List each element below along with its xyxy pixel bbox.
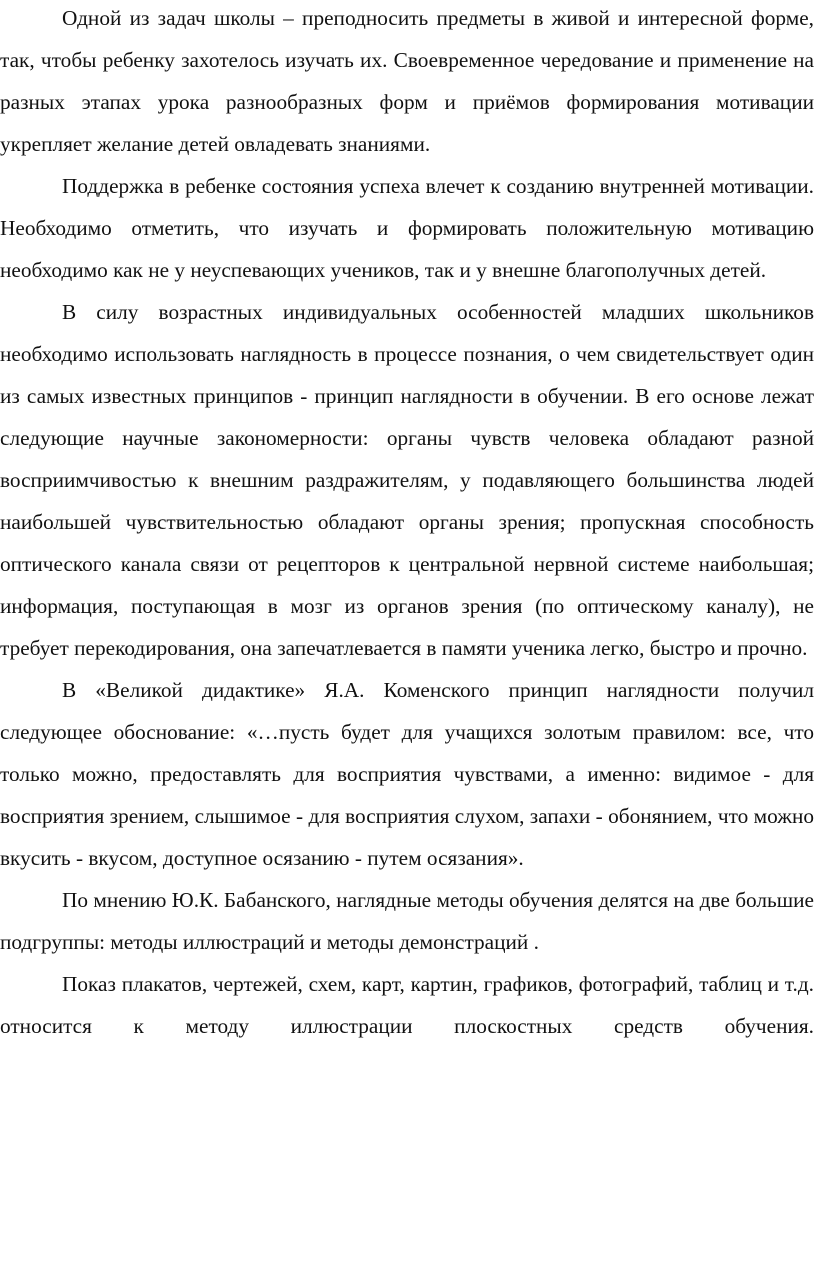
paragraph-school-tasks: Одной из задач школы – преподносить предметы в живой и интересной форме, так, чтобы ребенку захотелось изучать их. Своевременное чередование и применение на разных этапах урока разнообразных форм и приёмов формирования мотивации укрепляет желание детей овладевать знаниями. bbox=[0, 6, 814, 156]
paragraph-success-motivation: Поддержка в ребенке состояния успеха влечет к созданию внутренней мотивации. Необходимо отметить, что изучать и формировать положительную мотивацию необходимо как не у неуспевающих учеников, так и у внешне благополучных детей. bbox=[0, 174, 814, 282]
paragraph-illustration-method: Показ плакатов, чертежей, схем, карт, картин, графиков, фотографий, таблиц и т.д. относится к методу иллюстрации плоскостных средств обучения. bbox=[0, 972, 814, 1038]
paragraph-visual-principle: В силу возрастных индивидуальных особенностей младших школьников необходимо использовать наглядность в процессе познания, о чем свидетельствует один из самых известных принципов - принцип наглядности в обучении. В его основе лежат следующие научные закономерности: органы чувств человека обладают разной восприимчивостью к внешним раздражителям, у подавляющего большинства людей наибольшей чувствительностью обладают органы зрения; пропускная способность оптического канала связи от рецепторов к центральной нервной системе наибольшая; информация, поступающая в мозг из органов зрения (по оптическому каналу), не требует перекодирования, она запечатлевается в памяти ученика легко, быстро и прочно. bbox=[0, 300, 814, 660]
paragraph-comenius: В «Великой дидактике» Я.А. Коменского принцип наглядности получил следующее обоснование: «…пусть будет для учащихся золотым правилом: все, что только можно, предоставлять для восприятия чувствами, а именно: видимое - для восприятия зрением, слышимое - для восприятия слухом, запахи - обонянием, что можно вкусить - вкусом, доступное осязанию - путем осязания». bbox=[0, 678, 814, 870]
paragraph-babansky: По мнению Ю.К. Бабанского, наглядные методы обучения делятся на две большие подгруппы: методы иллюстраций и методы демонстраций . bbox=[0, 888, 814, 954]
